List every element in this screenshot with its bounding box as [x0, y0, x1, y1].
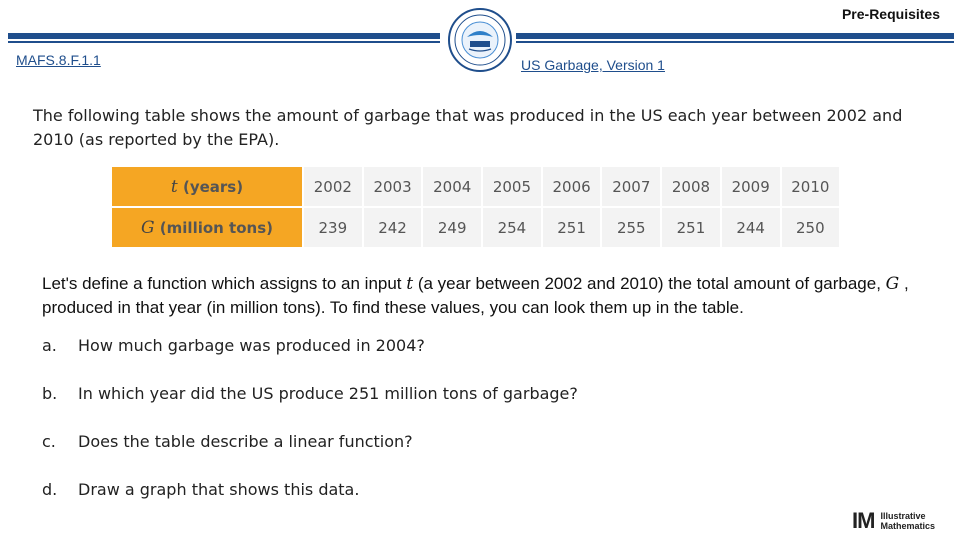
- question-text: Draw a graph that shows this data.: [78, 480, 360, 499]
- im-wordmark: [880, 511, 935, 531]
- row-header-label: (years): [177, 177, 244, 196]
- row-header-years: [112, 167, 302, 206]
- table-cell: 2005: [483, 167, 541, 206]
- table-cell: 2003: [364, 167, 422, 206]
- im-mark: IM: [852, 508, 875, 533]
- question-letter: a.: [42, 336, 57, 355]
- table-cell: 254: [483, 208, 541, 247]
- definition-part: , produced in that year (in million tons). To find these values, you can look them up in the table.: [42, 274, 909, 317]
- table-cell: 239: [304, 208, 362, 247]
- question-b: [42, 384, 578, 403]
- intro-text: The following table shows the amount of garbage that was produced in the US each year between 2002 and 2010 (as reported by the EPA).: [33, 106, 903, 149]
- row-header-label: (million tons): [154, 218, 273, 237]
- table-cell: 255: [602, 208, 660, 247]
- header-label: Pre-Requisites: [841, 6, 940, 22]
- illustrative-mathematics-logo: [852, 508, 935, 534]
- table-cell: 251: [662, 208, 720, 247]
- table-cell: 2006: [543, 167, 601, 206]
- question-letter: d.: [42, 480, 58, 499]
- question-letter: c.: [42, 432, 56, 451]
- table-cell: 2002: [304, 167, 362, 206]
- question-a: [42, 336, 425, 355]
- table-cell: 251: [543, 208, 601, 247]
- table-row-garbage: [112, 208, 839, 247]
- table-cell: 250: [782, 208, 840, 247]
- table-cell: 2007: [602, 167, 660, 206]
- question-d: [42, 480, 359, 499]
- table-cell: 2008: [662, 167, 720, 206]
- var-g: G: [140, 217, 155, 238]
- var-g: G: [885, 274, 900, 294]
- question-letter: b.: [42, 384, 58, 403]
- question-c: [42, 432, 413, 451]
- header-bar-right: [516, 33, 954, 39]
- standard-code-link[interactable]: MAFS.8.F.1.1: [16, 52, 101, 68]
- table-row-years: [112, 167, 839, 206]
- var-t: t: [406, 274, 414, 294]
- im-line2: Mathematics: [880, 521, 935, 531]
- var-t: t: [170, 176, 178, 197]
- header-bar-left: [8, 33, 440, 39]
- im-line1: Illustrative: [880, 511, 926, 521]
- activity-title-link[interactable]: US Garbage, Version 1: [521, 57, 665, 73]
- definition-text: [42, 272, 922, 320]
- table-cell: 249: [423, 208, 481, 247]
- table-cell: 2004: [423, 167, 481, 206]
- garbage-table: [110, 165, 841, 249]
- row-header-garbage: [112, 208, 302, 247]
- question-text: How much garbage was produced in 2004?: [78, 336, 425, 355]
- question-text: In which year did the US produce 251 million tons of garbage?: [78, 384, 578, 403]
- table-cell: 2010: [782, 167, 840, 206]
- definition-part: Let's define a function which assigns to an input: [42, 274, 407, 293]
- school-seal-logo: [447, 7, 513, 73]
- definition-part: (a year between 2002 and 2010) the total amount of garbage,: [413, 274, 886, 293]
- table-cell: 244: [722, 208, 780, 247]
- table-cell: 242: [364, 208, 422, 247]
- question-text: Does the table describe a linear function?: [78, 432, 413, 451]
- table-cell: 2009: [722, 167, 780, 206]
